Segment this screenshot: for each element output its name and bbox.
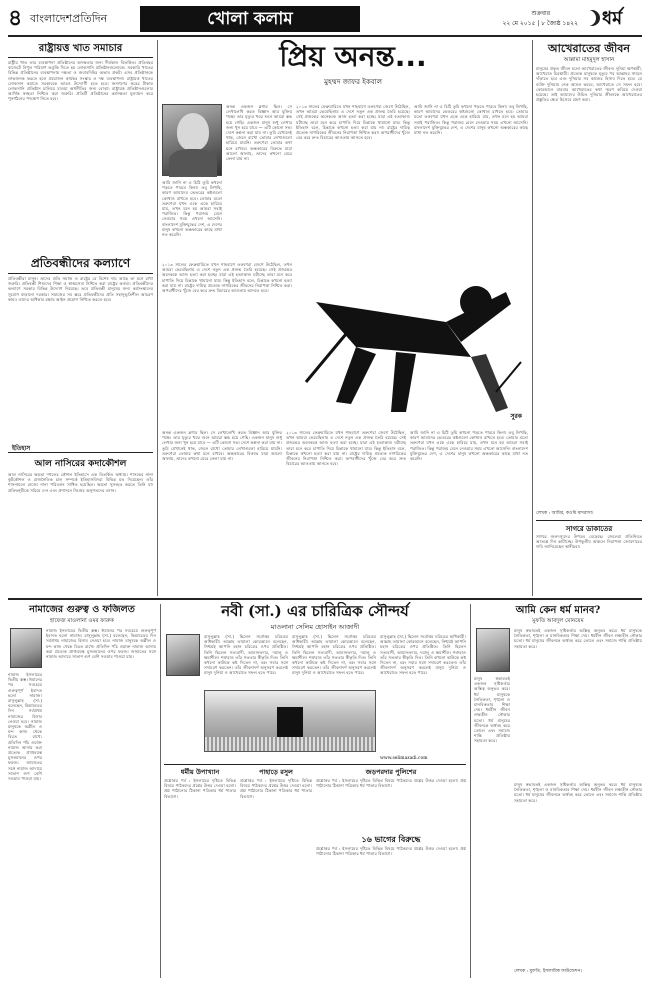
namaz-body-a: নামাজ ইসলামের দ্বিতীয় স্তম্ভ। ঈমানের পর সবচেয়ে গুরুত্বপূর্ণ ইবাদত হলো নামাজ। রাসুলুল্লাহ (সা.) বলেছেন, কিয়ামতের দিন সর্বপ্রথম নামাজের হিসাব নেওয়া হবে। নামাজ মানুষকে অশ্লীল ও মন্দ কাজ থেকে বিরত রাখে। প্রতিদিন পাঁচ ওয়াক্ত নামাজ আদায় করা প্রত্যেক প্রাপ্তবয়স্ক মুসলমানের ওপর ফরজ। জামাতের সঙ্গে নামাজ আদায়ে সাতাশ গুণ বেশি সওয়াব পাওয়া যায়। xyxy=(46,628,156,660)
masthead xyxy=(8,6,642,34)
ami-keno-footer: লেখক : মুফতি, ইসলামিক ফাউন্ডেশন। xyxy=(514,969,582,974)
priyo-body-col3: আমি জানি না এ চিঠি তুমি কখনো পড়তে পারবে কিনা। তবু লিখছি, কারণ আমাদের ভেতরের কষ্টগুলো কোথাও রাখতে হবে। তোমার মতো তরুণেরা যখন একে একে হারিয়ে যায়, তখন মনে হয় আমরা সবাই পরাজিত। কিন্তু পরাজয় মেনে নেওয়ার সময় এখনো আসেনি। বাংলাদেশ মুক্তিযুদ্ধের দেশ, এ দেশের মানুষ কখনো অন্ধকারের কাছে মাথা নত করেনি। xyxy=(414,104,528,136)
pahare-body: প্রশ্নোত্তর পর্ব : ইসলামের দৃষ্টিতে বিভিন্ন বিষয়ে পাঠকদের প্রশ্নের উত্তর দেওয়া হলো। প্রশ্ন পাঠানোর ঠিকানা পত্রিকার ধর্ম পাতার বিভাগে। xyxy=(240,778,312,799)
akdin-headline: ১৬ ভাগের বিরুদ্ধে xyxy=(361,834,421,844)
namaz-author: হাফেজ মাওলানা ওমর ফারুক xyxy=(50,618,114,624)
protibondhi-headline: প্রতিবন্ধীদের কল্যাণে xyxy=(30,256,131,270)
fallen-figure-illustration xyxy=(296,262,528,426)
priyo-body-col1: অনন্ত একজন ব্লগার ছিল। সে লেখালেখি করত বিজ্ঞান আর যুক্তির পক্ষে। তার মৃত্যুর খবর শুনে আমরা স্তব্ধ হয়ে গেছি। একজন মানুষ শুধু লেখার জন্য খুন হয়ে যাবে — এটি কোনো সভ্য দেশে কল্পনা করা যায় না। তুমি যেখানেই থাক, জেনে রাখো তোমার লেখাগুলো হারিয়ে যায়নি। তরুণেরা তোমার কথা মনে রাখবে। অন্ধকারের বিরুদ্ধে যারা আলো জ্বালায়, তাদের কখনো মেরে ফেলা যায় না। xyxy=(226,104,292,162)
ami-keno-body-b: মানুষ স্বভাবতই একজন সৃষ্টিকর্তার অস্তিত্ব অনুভব করে। ধর্ম মানুষকে নৈতিকতা, শৃঙ্খলা ও মানবিকতার শিক্ষা দেয়। ধর্মহীন জীবন লক্ষ্যহীন নৌকার মতো। ধর্ম মানুষের জীবনকে অর্থবহ করে তোলে এবং সমাজে শান্তি প্রতিষ্ঠায় সহায়তা করে। xyxy=(474,676,510,744)
namaz-body-b: নামাজ ইসলামের দ্বিতীয় স্তম্ভ। ঈমানের পর সবচেয়ে গুরুত্বপূর্ণ ইবাদত হলো নামাজ। রাসুলুল্লাহ (সা.) বলেছেন, কিয়ামতের দিন সর্বপ্রথম নামাজের হিসাব নেওয়া হবে। নামাজ মানুষকে অশ্লীল ও মন্দ কাজ থেকে বিরত রাখে। প্রতিদিন পাঁচ ওয়াক্ত নামাজ আদায় করা প্রত্যেক প্রাপ্তবয়স্ক মুসলমানের ওপর ফরজ। জামাতের সঙ্গে নামাজ আদায়ে সাতাশ গুণ বেশি সওয়াব পাওয়া যায়। xyxy=(8,672,42,782)
nobi-body-b: রাসুলুল্লাহ (সা.) ছিলেন সর্বোত্তম চরিত্রের অধিকারী। আল্লাহ তায়ালা কোরআনে বলেছেন, নিশ্চয়ই আপনি মহান চরিত্রের ওপর প্রতিষ্ঠিত। তিনি ছিলেন সত্যবাদী, আমানতদার, দয়ালু ও ক্ষমাশীল। শত্রুরাও তাঁর সততার স্বীকৃতি দিত। তিনি কখনো কাউকে কষ্ট দিতেন না, বরং সবার সঙ্গে সদাচরণ করতেন। তাঁর জীবনাদর্শ অনুসরণ করলেই মানুষ দুনিয়া ও আখেরাতে সফল হতে পারে। xyxy=(292,634,376,676)
protibondhi-body: প্রতিবন্ধীরা মানুষ। তাদের প্রতি সমাজ ও রাষ্ট্রের যে বিশেষ দায় আছে তা মনে রাখা জরুরি। প্রতিবন্ধী শিশুদের শিক্ষা ও স্বাস্থ্যসেবা নিশ্চিত করা রাষ্ট্রের কর্তব্য। প্রতিবন্ধীদের কল্যাণে সরকার বিভিন্ন উদ্যোগ নিয়েছে। তবে প্রতিবন্ধী মানুষের জন্য কর্মসংস্থানের সুযোগ বাড়ানো দরকার। সমাজের সব স্তরে প্রতিবন্ধীদের প্রতি সহানুভূতিশীল আচরণ কাম্য। তাদের অধিকার রক্ষায় আইন প্রয়োগ নিশ্চিত করতে হবে। xyxy=(8,276,153,302)
priyo-body-lower2: ২০১৩ সালের ফেব্রুয়ারিতে যখন শাহবাগে তরুণেরা জেগে উঠেছিল, তখন আমরা ভেবেছিলাম এ দেশে নতুন এক প্রজন্ম তৈরি হয়েছে। সেই প্রজন্মের অনেককে আজ হত্যা করা হচ্ছে। যারা এই হত্যাকাণ্ড ঘটাচ্ছে তারা মনে করে চাপাতি দিয়ে চিন্তাকে থামানো যায়। কিন্তু ইতিহাস বলে, চিন্তাকে কখনো হত্যা করা যায় না। রাষ্ট্রের দায়িত্ব প্রত্যেক নাগরিকের জীবনের নিরাপত্তা নিশ্চিত করা। অপরাধীদের খুঁজে বের করে দ্রুত বিচারের আওতায় আনতে হবে। xyxy=(286,430,406,467)
rashtro-headline: রাষ্ট্রায়ত্ত খাত সমাচার xyxy=(38,43,123,54)
ami-keno-headline: আমি কেন ধর্ম মানব? xyxy=(515,605,601,616)
akherat-author: আল্লামা মাহমুদুল হাসান xyxy=(563,57,615,63)
namaz-headline: নামাজের গুরুত্ব ও ফজিলত xyxy=(29,604,135,615)
crescent-icon xyxy=(584,10,600,26)
priyo-body-lower3: আমি জানি না এ চিঠি তুমি কখনো পড়তে পারবে কিনা। তবু লিখছি, কারণ আমাদের ভেতরের কষ্টগুলো কোথাও রাখতে হবে। তোমার মতো তরুণেরা যখন একে একে হারিয়ে যায়, তখন মনে হয় আমরা সবাই পরাজিত। কিন্তু পরাজয় মেনে নেওয়ার সময় এখনো আসেনি। বাংলাদেশ মুক্তিযুদ্ধের দেশ, এ দেশের মানুষ কখনো অন্ধকারের কাছে মাথা নত করেনি। xyxy=(410,430,528,462)
nobi-author: মাওলানা সেলিম হোসাইন আজাদী xyxy=(270,623,360,631)
priyo-illustration xyxy=(296,262,528,426)
nobi-body-c: রাসুলুল্লাহ (সা.) ছিলেন সর্বোত্তম চরিত্রের অধিকারী। আল্লাহ তায়ালা কোরআনে বলেছেন, নিশ্চয়ই আপনি মহান চরিত্রের ওপর প্রতিষ্ঠিত। তিনি ছিলেন সত্যবাদী, আমানতদার, দয়ালু ও ক্ষমাশীল। শত্রুরাও তাঁর সততার স্বীকৃতি দিত। তিনি কখনো কাউকে কষ্ট দিতেন না, বরং সবার সঙ্গে সদাচরণ করতেন। তাঁর জীবনাদর্শ অনুসরণ করলেই মানুষ দুনিয়া ও আখেরাতে সফল হতে পারে। xyxy=(380,634,466,676)
pahare-headline: পাহাড়ে রসুল xyxy=(259,768,293,776)
priyo-headline: প্রিয় অনন্ত... xyxy=(279,40,427,73)
ami-keno-body-a: মানুষ স্বভাবতই একজন সৃষ্টিকর্তার অস্তিত্ব অনুভব করে। ধর্ম মানুষকে নৈতিকতা, শৃঙ্খলা ও মানবিকতার শিক্ষা দেয়। ধর্মহীন জীবন লক্ষ্যহীন নৌকার মতো। ধর্ম মানুষের জীবনকে অর্থবহ করে তোলে এবং সমাজে শান্তি প্রতিষ্ঠায় সহায়তা করে। xyxy=(514,628,642,649)
akherat-body: মানুষের প্রকৃত জীবন হলো আখেরাতের জীবন। দুনিয়া ক্ষণস্থায়ী, আখেরাত চিরস্থায়ী। প্রত্যেক মানুষকে মৃত্যুর পর আল্লাহর সামনে দাঁড়াতে হবে এবং দুনিয়ার সব কাজের হিসাব দিতে হবে। যে ব্যক্তি দুনিয়ায় নেক আমল করবে, আখেরাতে সে সফল হবে। কোরআনে বারবার আখেরাতের কথা স্মরণ করিয়ে দেওয়া হয়েছে। তাই আমাদের উচিত দুনিয়ার জীবনকে আখেরাতের প্রস্তুতির ক্ষেত্র হিসেবে গ্রহণ করা। xyxy=(536,66,642,103)
dhormio-body: প্রশ্নোত্তর পর্ব : ইসলামের দৃষ্টিতে বিভিন্ন বিষয়ে পাঠকদের প্রশ্নের উত্তর দেওয়া হলো। প্রশ্ন পাঠানোর ঠিকানা পত্রিকার ধর্ম পাতার বিভাগে। xyxy=(164,778,236,799)
author-photo-jafar-iqbal xyxy=(162,104,222,176)
issue-date: ২২ মে ২০১৫ | ৮ জ্যৈষ্ঠ ১৪২২ xyxy=(502,20,578,27)
sagor-body: সাগরে জলদস্যুদের উপদ্রব বেড়েছে। জেলেরা প্রতিনিয়ত আতঙ্কে দিন কাটাচ্ছে। উপকূলীয় অঞ্চলে নিরাপত্তা জোরদারের দাবি জানিয়েছেন স্থানীয়রা। xyxy=(536,534,642,550)
priyo-author: মুহম্মদ জাফর ইকবাল xyxy=(324,78,382,86)
akherat-footer: লেখক : আমির, কওমি মাদরাসা। xyxy=(536,511,594,516)
priyo-body-col1b: আমি জানি না এ চিঠি তুমি কখনো পড়তে পারবে কিনা। তবু লিখছি, কারণ আমাদের ভেতরের কষ্টগুলো কোথাও রাখতে হবে। তোমার মতো তরুণেরা যখন একে একে হারিয়ে যায়, তখন মনে হয় আমরা সবাই পরাজিত। কিন্তু পরাজয় মেনে নেওয়ার সময় এখনো আসেনি। বাংলাদেশ মুক্তিযুদ্ধের দেশ, এ দেশের মানুষ কখনো অন্ধকারের কাছে মাথা নত করেনি। xyxy=(162,180,222,238)
nobi-body-a: রাসুলুল্লাহ (সা.) ছিলেন সর্বোত্তম চরিত্রের অধিকারী। আল্লাহ তায়ালা কোরআনে বলেছেন, নিশ্চয়ই আপনি মহান চরিত্রের ওপর প্রতিষ্ঠিত। তিনি ছিলেন সত্যবাদী, আমানতদার, দয়ালু ও ক্ষমাশীল। শত্রুরাও তাঁর সততার স্বীকৃতি দিত। তিনি কখনো কাউকে কষ্ট দিতেন না, বরং সবার সঙ্গে সদাচরণ করতেন। তাঁর জীবনাদর্শ অনুসরণ করলেই মানুষ দুনিয়া ও আখেরাতে সফল হতে পারে। xyxy=(204,634,288,676)
jorpurdar-body: প্রশ্নোত্তর পর্ব : ইসলামের দৃষ্টিতে বিভিন্ন বিষয়ে পাঠকদের প্রশ্নের উত্তর দেওয়া হলো। প্রশ্ন পাঠানোর ঠিকানা পত্রিকার ধর্ম পাতার বিভাগে। xyxy=(316,778,466,789)
nasir-body: আল নাসিরের ক্ষমতা দখলের কৌশল ইতিহাসে এক বিতর্কিত অধ্যায়। শাসকের নানা কূটকৌশল ও রাজনৈতিক চাল সম্পর্কে ইতিহাসবিদরা বিভিন্ন মত দিয়েছেন। তাঁর শাসনামলে রাজ্যে নানা পরিবর্তন সাধিত হয়েছিল। ক্ষমতা সুসংহত করতে তিনি বহু প্রতিদ্বন্দ্বীকে সরিয়ে দেন এবং প্রশাসনে নিজের অনুগতদের বসান। xyxy=(8,472,153,493)
author-photo-omar-faruk xyxy=(10,628,42,668)
akdin-body: প্রশ্নোত্তর পর্ব : ইসলামের দৃষ্টিতে বিভিন্ন বিষয়ে পাঠকদের প্রশ্নের উত্তর দেওয়া হলো। প্রশ্ন পাঠানোর ঠিকানা পত্রিকার ধর্ম পাতার বিভাগে। xyxy=(316,846,466,857)
ami-keno-body-c: মানুষ স্বভাবতই একজন সৃষ্টিকর্তার অস্তিত্ব অনুভব করে। ধর্ম মানুষকে নৈতিকতা, শৃঙ্খলা ও মানবিকতার শিক্ষা দেয়। ধর্মহীন জীবন লক্ষ্যহীন নৌকার মতো। ধর্ম মানুষের জীবনকে অর্থবহ করে তোলে এবং সমাজে শান্তি প্রতিষ্ঠায় সহায়তা করে। xyxy=(514,782,642,803)
religion-section-label xyxy=(584,6,642,32)
section-title: খোলা কলাম xyxy=(207,9,293,29)
author-photo-selim-azadi xyxy=(166,634,200,676)
itihas-label: ইতিহাস xyxy=(12,445,31,452)
dhormio-headline: ধর্মীয় উপাখ্যান xyxy=(180,768,220,776)
author-photo-abdul-monaem xyxy=(476,628,510,672)
sagor-headline: সাগরে ডাকাতের xyxy=(565,524,613,533)
priyo-body-lower1: অনন্ত একজন ব্লগার ছিল। সে লেখালেখি করত বিজ্ঞান আর যুক্তির পক্ষে। তার মৃত্যুর খবর শুনে আমরা স্তব্ধ হয়ে গেছি। একজন মানুষ শুধু লেখার জন্য খুন হয়ে যাবে — এটি কোনো সভ্য দেশে কল্পনা করা যায় না। তুমি যেখানেই থাক, জেনে রাখো তোমার লেখাগুলো হারিয়ে যায়নি। তরুণেরা তোমার কথা মনে রাখবে। অন্ধকারের বিরুদ্ধে যারা আলো জ্বালায়, তাদের কখনো মেরে ফেলা যায় না। xyxy=(162,430,282,462)
ami-keno-author: মুফতি আবদুল মোনয়েম xyxy=(532,618,584,624)
issue-day: শুক্রবার xyxy=(531,10,550,17)
mecca-photo xyxy=(204,690,376,752)
priyo-body-col2: ২০১৩ সালের ফেব্রুয়ারিতে যখন শাহবাগে তরুণেরা জেগে উঠেছিল, তখন আমরা ভেবেছিলাম এ দেশে নতুন এক প্রজন্ম তৈরি হয়েছে। সেই প্রজন্মের অনেককে আজ হত্যা করা হচ্ছে। যারা এই হত্যাকাণ্ড ঘটাচ্ছে তারা মনে করে চাপাতি দিয়ে চিন্তাকে থামানো যায়। কিন্তু ইতিহাস বলে, চিন্তাকে কখনো হত্যা করা যায় না। রাষ্ট্রের দায়িত্ব প্রত্যেক নাগরিকের জীবনের নিরাপত্তা নিশ্চিত করা। অপরাধীদের খুঁজে বের করে দ্রুত বিচারের আওতায় আনতে হবে। xyxy=(296,104,410,141)
priyo-body-col4: ২০১৩ সালের ফেব্রুয়ারিতে যখন শাহবাগে তরুণেরা জেগে উঠেছিল, তখন আমরা ভেবেছিলাম এ দেশে নতুন এক প্রজন্ম তৈরি হয়েছে। সেই প্রজন্মের অনেককে আজ হত্যা করা হচ্ছে। যারা এই হত্যাকাণ্ড ঘটাচ্ছে তারা মনে করে চাপাতি দিয়ে চিন্তাকে থামানো যায়। কিন্তু ইতিহাস বলে, চিন্তাকে কখনো হত্যা করা যায় না। রাষ্ট্রের দায়িত্ব প্রত্যেক নাগরিকের জীবনের নিরাপত্তা নিশ্চিত করা। অপরাধীদের খুঁজে বের করে দ্রুত বিচারের আওতায় আনতে হবে। xyxy=(162,262,292,294)
akherat-headline: আখেরাতের জীবন xyxy=(548,42,630,55)
rashtro-body: রাষ্ট্রীয় খাত তার ব্যবস্থাপনা প্রতিষ্ঠানের অদক্ষতার জন্য দীর্ঘকাল বিতর্কিত। প্রতিবছর বাজেটে বিপুল পরিমাণ ভর্তুকি দিতে হয় লোকসানি প্রতিষ্ঠানগুলোকে। সরকারি খাতের বিভিন্ন প্রতিষ্ঠানের ব্যবস্থাপনায় দক্ষতা ও জবাবদিহির অভাব প্রকট। এসব প্রতিষ্ঠানকে লাভজনক করতে হলে প্রয়োজন কার্যকর সংস্কার ও দক্ষ ব্যবস্থাপনা। রাষ্ট্রায়ত্ত খাতের লোকসান কমাতে সরকারকে আরও উদ্যোগী হতে হবে। জনগণের করের টাকায় লোকসানি প্রতিষ্ঠান চালিয়ে যাওয়া অর্থনীতির জন্য বোঝা। রাষ্ট্রায়ত্ত প্রতিষ্ঠানগুলোর আর্থিক স্বচ্ছতা নিশ্চিত করা জরুরি। প্রতিটি প্রতিষ্ঠানের কর্মদক্ষতা মূল্যায়ন করে পুনর্গঠনের পদক্ষেপ নিতে হবে। xyxy=(8,60,153,102)
religion-label: ধর্ম xyxy=(602,8,623,29)
nasir-headline: আল নাসিরের কদাকৌশল xyxy=(34,459,127,469)
nobi-website: www.selimazadi.com xyxy=(380,756,428,761)
nobi-headline: নবী (সা.) এর চারিত্রিক সৌন্দর্য xyxy=(221,602,409,620)
paper-name: বাংলাদেশপ্রতিদিন xyxy=(30,12,108,25)
illustration-credit: সুরক xyxy=(510,413,522,420)
section-title-box xyxy=(140,6,360,32)
page-number: ৪ xyxy=(8,6,23,31)
jorpurdar-headline: জড়পরদার পুলিশের xyxy=(365,768,417,776)
